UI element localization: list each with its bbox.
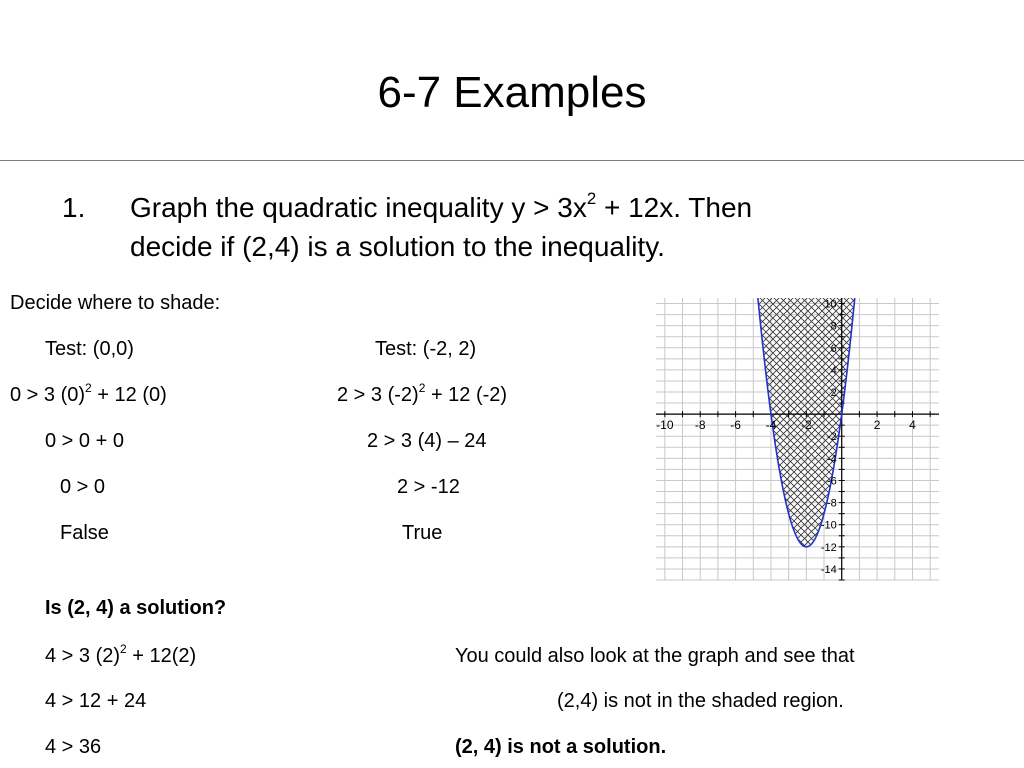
right-substitution: 2 > 3 $(-2)^2 + 12$ (-2): [337, 380, 508, 406]
y-tick-label: -14: [820, 563, 837, 576]
left-step-2: 0 > 0 + 0: [45, 430, 124, 452]
y-tick-label: -10: [820, 519, 837, 532]
y-tick-label: 6: [830, 342, 837, 355]
y-tick-label: -4: [826, 453, 837, 466]
problem-number: 1.: [62, 192, 86, 223]
graph-note-2: (2,4) is not in the shaded region.: [557, 690, 844, 712]
problem-line-2: decide if (2,4) is a solution to the inequality.: [130, 231, 665, 262]
y-tick-label: 8: [830, 320, 837, 333]
shade-heading: Decide where to shade:: [10, 292, 221, 314]
left-substitution: 0 > 3 $(0)^2 + 12$ (0): [10, 380, 167, 406]
y-tick-label: -2: [826, 431, 837, 444]
right-step-3: 2 > -12: [397, 476, 460, 498]
x-tick-label: -4: [765, 418, 777, 433]
left-step-3: 0 > 0: [60, 476, 106, 498]
left-result: False: [60, 522, 109, 544]
y-tick-label: 10: [824, 298, 837, 311]
solution-conclusion: (2, 4) is not a solution.: [455, 736, 667, 758]
right-test-point: Test: (-2, 2): [375, 338, 477, 360]
y-tick-label: 2: [830, 387, 837, 399]
solution-step-3: 4 > 36: [45, 736, 102, 758]
y-tick-label: -12: [820, 541, 837, 554]
solution-step-1: 4 > 3 $(2)^2 + 12(2)$: [45, 641, 197, 667]
x-tick-label: -8: [694, 418, 706, 433]
problem-line-1: Graph the quadratic inequality $y > 3x^2 + 12x$. Then: [130, 189, 753, 223]
page-title: 6-7 Examples: [377, 68, 647, 117]
x-tick-label: -2: [801, 418, 812, 433]
right-step-2: 2 > 3 (4) – 24: [367, 430, 487, 452]
x-tick-label: -10: [656, 418, 674, 433]
title-divider: [0, 160, 1024, 161]
x-tick-label: -6: [730, 418, 741, 433]
solution-step-2: 4 > 12 + 24: [45, 690, 147, 712]
inequality-graph: [640, 290, 945, 585]
y-tick-label: 4: [830, 364, 837, 377]
left-test-point: Test: (0,0): [45, 338, 134, 360]
y-tick-label: -6: [826, 475, 837, 488]
graph-note-1: You could also look at the graph and see that: [455, 645, 855, 667]
solution-question: Is (2, 4) a solution?: [45, 597, 227, 619]
y-tick-label: -8: [826, 497, 837, 510]
right-result: True: [402, 522, 443, 544]
x-tick-label: 4: [909, 418, 916, 433]
x-tick-label: 2: [873, 418, 881, 433]
